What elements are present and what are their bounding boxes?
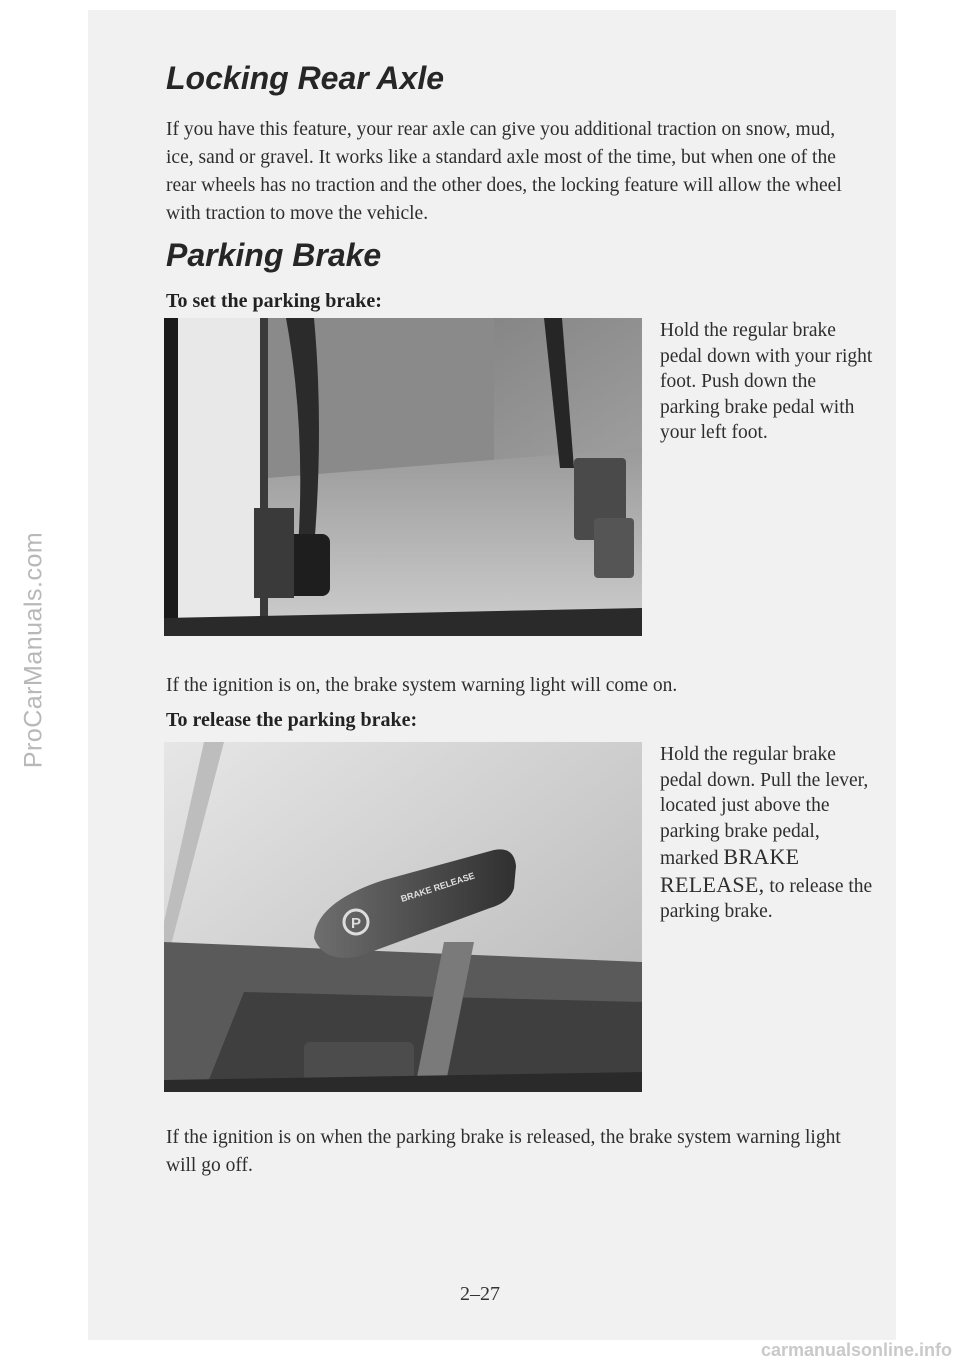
release-instructions-part1: Hold the regular brake pedal down. Pull the lever, located just above the parking brake pedal, marked (660, 744, 869, 869)
page-number: 2–27 (460, 1283, 500, 1305)
release-parking-brake-note: If the ignition is on when the parking brake is released, the brake system warning light will go off. (166, 1127, 841, 1176)
release-parking-brake-instructions (660, 742, 876, 925)
bottom-watermark: carmanualsonline.info (760, 1340, 952, 1360)
release-parking-brake-heading: To release the parking brake: (166, 709, 418, 731)
side-watermark-text: ProCarManuals.com (19, 531, 48, 769)
set-parking-brake-note: If the ignition is on, the brake system warning light will come on. (166, 675, 678, 696)
pedal-illustration (164, 318, 642, 636)
lever-illustration (164, 742, 642, 1092)
locking-rear-axle-title: Locking Rear Axle (166, 60, 445, 96)
lever-symbol: P (350, 915, 362, 932)
set-parking-brake-heading: To set the parking brake: (166, 290, 382, 312)
release-instructions-part2: to release the parking brake. (660, 875, 873, 922)
brake-release-lever-photo (164, 742, 642, 1092)
parking-brake-pedal-photo (164, 318, 642, 636)
parking-brake-title: Parking Brake (166, 237, 382, 273)
release-instructions-caps: BRAKE RELEASE, (660, 844, 800, 897)
side-watermark (4, 450, 64, 850)
set-parking-brake-instructions: Hold the regular brake pedal down with your right foot. Push down the parking brake pedal with your left foot. (660, 320, 873, 443)
lever-label: BRAKE RELEASE (399, 870, 476, 904)
locking-rear-axle-body: If you have this feature, your rear axle can give you additional traction on snow, mud, ice, sand or gravel. It works like a standard axle most of the time, but when one of the rear wheels has no traction and the other does, the locking feature will allow the wheel with traction to move the vehicle. (166, 119, 842, 224)
